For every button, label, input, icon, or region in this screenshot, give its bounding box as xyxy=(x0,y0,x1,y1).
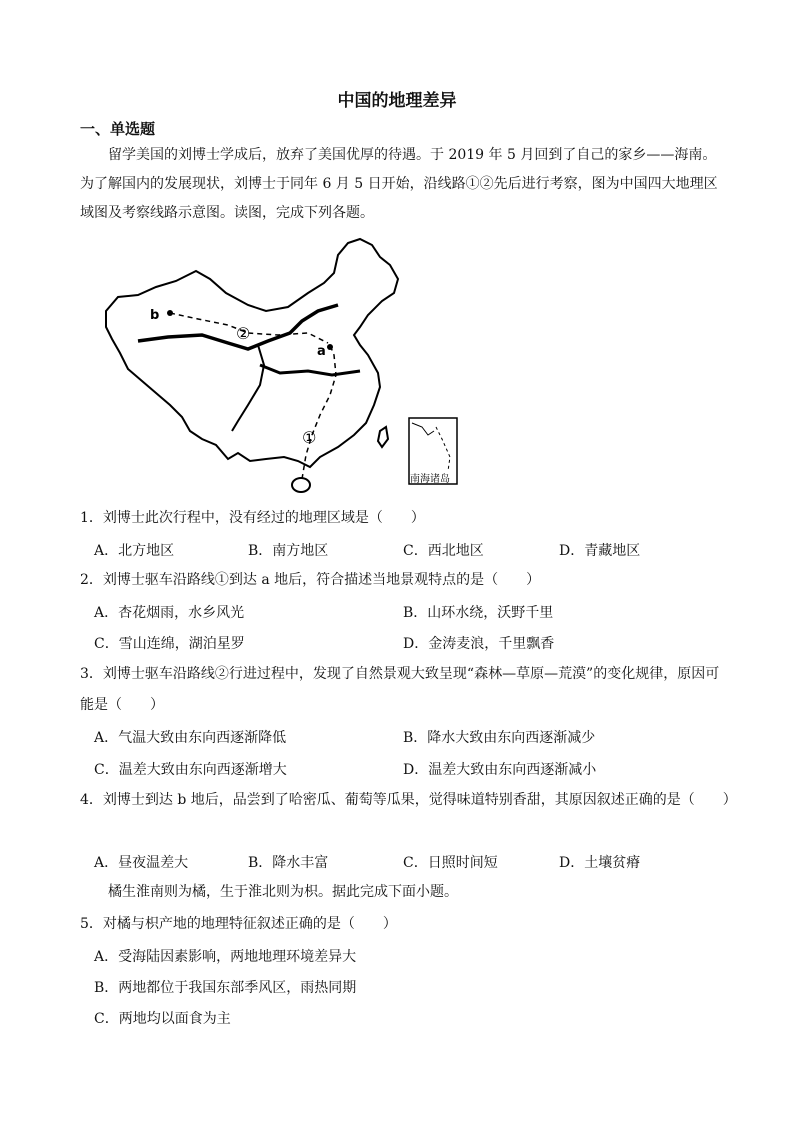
china-outline xyxy=(106,239,398,467)
taiwan-island xyxy=(378,427,388,447)
q4-option-c: C．日照时间短 xyxy=(403,855,498,871)
north-south-boundary xyxy=(260,365,360,375)
q5-option-a: A．受海陆因素影响，两地地理环境差异大 xyxy=(94,949,357,965)
point-a-label: a xyxy=(317,344,326,359)
q4-option-b: B．降水丰富 xyxy=(248,855,329,871)
q2-option-c: C．雪山连绵，湖泊星罗 xyxy=(94,636,245,652)
q3-option-a: A．气温大致由东向西逐渐降低 xyxy=(94,730,287,746)
question-2-stem: 2．刘博士驱车沿路线①到达 a 地后，符合描述当地景观特点的是（ ） xyxy=(80,572,541,588)
route-1-label: ① xyxy=(302,428,317,447)
point-a-marker xyxy=(327,344,333,350)
q5-option-b: B．两地都位于我国东部季风区，雨热同期 xyxy=(94,980,357,996)
q2-option-d: D．金涛麦浪，千里飘香 xyxy=(403,636,555,652)
q5-option-c: C．两地均以面食为主 xyxy=(94,1011,231,1027)
intro-paragraph: 留学美国的刘博士学成后，放弃了美国优厚的待遇。于 2019 年 5 月回到了自己的家乡——海南。为了解国内的发展现状，刘博士于同年 6 月 5 日开始，沿线路①②先后进行考察，图为中国四大地理区域图及考察线路示意图。读图，完成下列各题。 xyxy=(80,147,718,221)
question-1-stem: 1．刘博士此次行程中，没有经过的地理区域是（ ） xyxy=(80,510,425,526)
hainan-island xyxy=(292,478,310,492)
qinghai-tibet-boundary xyxy=(232,345,264,431)
q3-option-b: B．降水大致由东向西逐渐减少 xyxy=(403,730,596,746)
q1-option-a: A．北方地区 xyxy=(94,543,175,559)
q1-option-d: D．青藏地区 xyxy=(559,543,641,559)
route-2-label: ② xyxy=(236,324,251,343)
q3-option-c: C．温差大致由东向西逐渐增大 xyxy=(94,762,287,778)
q2-option-a: A．杏花烟雨，水乡风光 xyxy=(94,605,245,621)
q4-option-d: D．土壤贫瘠 xyxy=(559,855,641,871)
question-3-stem: 3．刘博士驱车沿路线②行进过程中，发现了自然景观大致呈现“森林—草原—荒漠”的变化规律，原因可能是（ ） xyxy=(80,666,720,713)
q3-option-d: D．温差大致由东向西逐渐减小 xyxy=(403,762,597,778)
question-4-stem: 4．刘博士到达 b 地后，品尝到了哈密瓜、葡萄等瓜果，觉得味道特别香甜，其原因叙述正确的是（ ） xyxy=(80,792,737,808)
q1-option-b: B．南方地区 xyxy=(248,543,329,559)
q4-option-a: A．昼夜温差大 xyxy=(94,855,189,871)
inset-label: 南海诸岛 xyxy=(410,474,450,485)
china-region-map xyxy=(98,235,460,495)
q2-option-b: B．山环水绕，沃野千里 xyxy=(403,605,554,621)
q1-option-c: C．西北地区 xyxy=(403,543,484,559)
section-heading: 一、单选题 xyxy=(80,120,156,138)
question-5-stem: 5．对橘与枳产地的地理特征叙述正确的是（ ） xyxy=(80,916,397,932)
point-b-label: b xyxy=(150,308,160,323)
point-b-marker xyxy=(167,310,173,316)
passage-2: 橘生淮南则为橘，生于淮北则为枳。据此完成下面小题。 xyxy=(108,884,458,900)
page-title: 中国的地理差异 xyxy=(337,91,457,111)
